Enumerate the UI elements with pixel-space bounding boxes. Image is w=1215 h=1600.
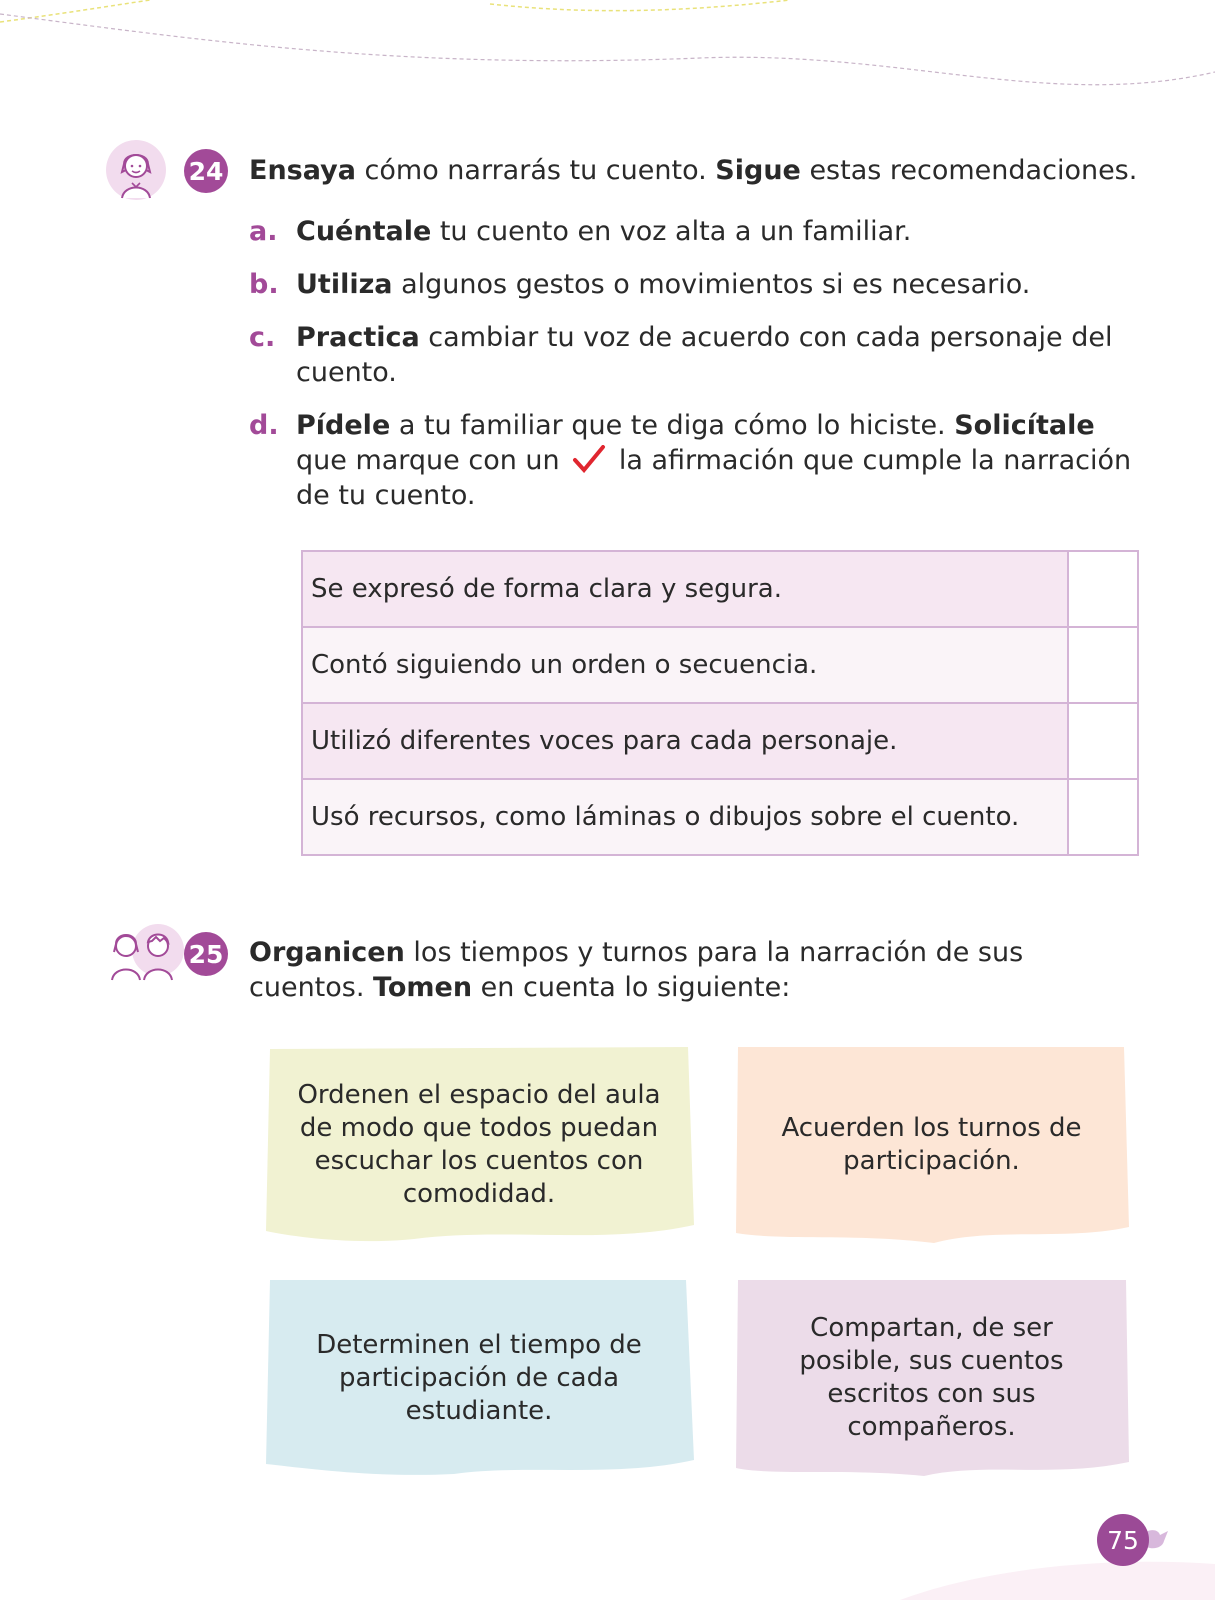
text-segment: los tiempos y turnos para la narración de sus cuentos. [249,937,1024,1003]
bold-verb: Ensaya [249,155,356,186]
tip-card-text: Ordenen el espacio del aula de modo que todos puedan escuchar los cuentos con comodidad. [297,1080,661,1209]
top-decoration [0,0,1215,110]
text-segment: en cuenta lo siguiente: [472,972,791,1003]
bottom-decoration [0,1520,1215,1600]
tip-card-text: Acuerden los turnos de participación. [781,1113,1082,1176]
bold-verb: Tomen [373,972,473,1003]
checklist-statement: Se expresó de forma clara y segura. [302,551,1068,627]
student-avatar-icon [106,140,166,200]
check-mark-icon [572,445,606,473]
text-segment: cambiar tu voz de acuerdo con cada personaje del cuento. [296,322,1113,388]
item-text [296,408,1139,513]
checklist-row [302,779,1138,855]
item-letter: d. [249,410,279,441]
text-segment: la afirmación que cumple la narración de tu cuento. [296,445,1132,511]
item-text [296,320,1139,390]
item-letter: a. [249,216,278,247]
text-segment: tu cuento en voz alta a un familiar. [431,216,912,247]
tip-card-time [264,1278,694,1478]
activity-25-number: 25 [184,932,228,976]
recommendation-item [249,267,1139,302]
bold-verb: Solicítale [954,410,1095,441]
activity-24-prompt [249,153,1139,188]
activity-25-prompt [249,935,1039,1005]
text-segment: que marque con un [296,445,569,476]
checklist-statement: Usó recursos, como láminas o dibujos sobre el cuento. [302,779,1068,855]
recommendation-item [249,320,1139,390]
activity-25-header [106,922,184,982]
text-segment: algunos gestos o movimientos si es necesario. [392,269,1031,300]
checklist-row [302,703,1138,779]
item-letter: b. [249,269,279,300]
recommendation-item [249,214,1139,249]
checklist-row [302,627,1138,703]
bold-verb: Organicen [249,937,405,968]
tip-card-classroom-space [264,1045,694,1245]
checklist-checkbox[interactable] [1068,779,1138,855]
checklist-checkbox[interactable] [1068,627,1138,703]
checklist-checkbox[interactable] [1068,551,1138,627]
text-segment: a tu familiar que te diga cómo lo hiciste. [390,410,955,441]
bold-verb: Pídele [296,410,391,441]
tip-card-share [734,1278,1129,1478]
text-segment: cómo narrarás tu cuento. [355,155,716,186]
item-letter: c. [249,322,276,353]
bold-verb: Cuéntale [296,216,432,247]
activity-24-header [106,140,166,200]
tip-card-text: Compartan, de ser posible, sus cuentos escritos con sus compañeros. [799,1313,1064,1442]
checklist-table [301,550,1139,856]
tip-card-text: Determinen el tiempo de participación de cada estudiante. [316,1329,642,1426]
checklist-statement: Utilizó diferentes voces para cada personaje. [302,703,1068,779]
activity-24-number: 24 [184,149,228,193]
bold-verb: Practica [296,322,420,353]
checklist-statement: Contó siguiendo un orden o secuencia. [302,627,1068,703]
page-number: 75 [1097,1514,1149,1566]
bold-verb: Utiliza [296,269,393,300]
checklist-row [302,551,1138,627]
tip-card-turns [734,1045,1129,1245]
recommendation-list [249,214,1139,531]
recommendation-item [249,408,1139,513]
checklist-checkbox[interactable] [1068,703,1138,779]
text-segment: estas recomendaciones. [800,155,1138,186]
student-pair-icon [106,922,184,982]
item-text [296,267,1139,302]
bold-verb: Sigue [715,155,801,186]
item-text [296,214,1139,249]
